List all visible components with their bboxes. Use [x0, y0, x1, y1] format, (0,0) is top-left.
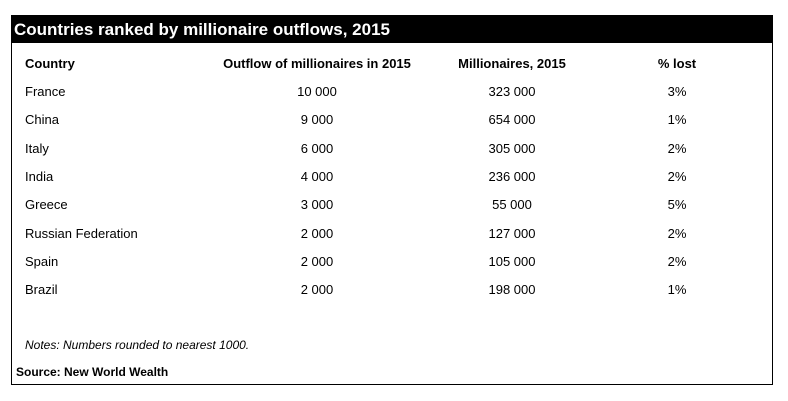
cell-percent-lost: 1%	[667, 112, 687, 127]
table-row	[12, 224, 772, 244]
cell-country: Spain	[25, 254, 59, 269]
cell-outflow: 2 000	[300, 282, 334, 297]
table-row	[12, 139, 772, 159]
cell-millionaires: 198 000	[488, 282, 536, 297]
table-header-row	[12, 54, 772, 74]
cell-millionaires: 654 000	[488, 112, 536, 127]
cell-country: Russian Federation	[25, 226, 138, 241]
cell-outflow: 2 000	[300, 254, 334, 269]
cell-outflow: 6 000	[300, 141, 334, 156]
cell-millionaires: 236 000	[488, 169, 536, 184]
cell-country: China	[25, 112, 59, 127]
cell-country: Italy	[25, 141, 49, 156]
cell-millionaires: 305 000	[488, 141, 536, 156]
cell-country: India	[25, 169, 54, 184]
table-row	[12, 110, 772, 130]
cell-outflow: 9 000	[300, 112, 334, 127]
cell-percent-lost: 2%	[667, 169, 687, 184]
table-notes: Notes: Numbers rounded to nearest 1000.	[25, 338, 250, 352]
cell-percent-lost: 2%	[667, 141, 687, 156]
table-row	[12, 280, 772, 300]
table-row	[12, 82, 772, 102]
cell-millionaires: 105 000	[488, 254, 536, 269]
column-header-millionaires: Millionaires, 2015	[458, 56, 566, 71]
cell-millionaires: 127 000	[488, 226, 536, 241]
cell-millionaires: 323 000	[488, 84, 536, 99]
column-header-percent-lost: % lost	[657, 56, 697, 71]
cell-percent-lost: 1%	[667, 282, 687, 297]
column-header-country: Country	[25, 56, 75, 71]
cell-percent-lost: 2%	[667, 254, 687, 269]
table-row	[12, 195, 772, 215]
cell-country: Greece	[25, 197, 68, 212]
cell-percent-lost: 5%	[667, 197, 687, 212]
cell-outflow: 4 000	[300, 169, 334, 184]
table-row	[12, 252, 772, 272]
table-title: Countries ranked by millionaire outflows, 2015	[12, 16, 772, 43]
column-header-outflow: Outflow of millionaires in 2015	[223, 56, 411, 71]
cell-percent-lost: 3%	[667, 84, 687, 99]
cell-country: France	[25, 84, 66, 99]
cell-millionaires: 55 000	[492, 197, 532, 212]
cell-percent-lost: 2%	[667, 226, 687, 241]
cell-outflow: 2 000	[300, 226, 334, 241]
cell-country: Brazil	[25, 282, 58, 297]
table-source: Source: New World Wealth	[16, 365, 169, 379]
table-figure	[11, 15, 773, 385]
table-row	[12, 167, 772, 187]
cell-outflow: 3 000	[300, 197, 334, 212]
cell-outflow: 10 000	[297, 84, 337, 99]
